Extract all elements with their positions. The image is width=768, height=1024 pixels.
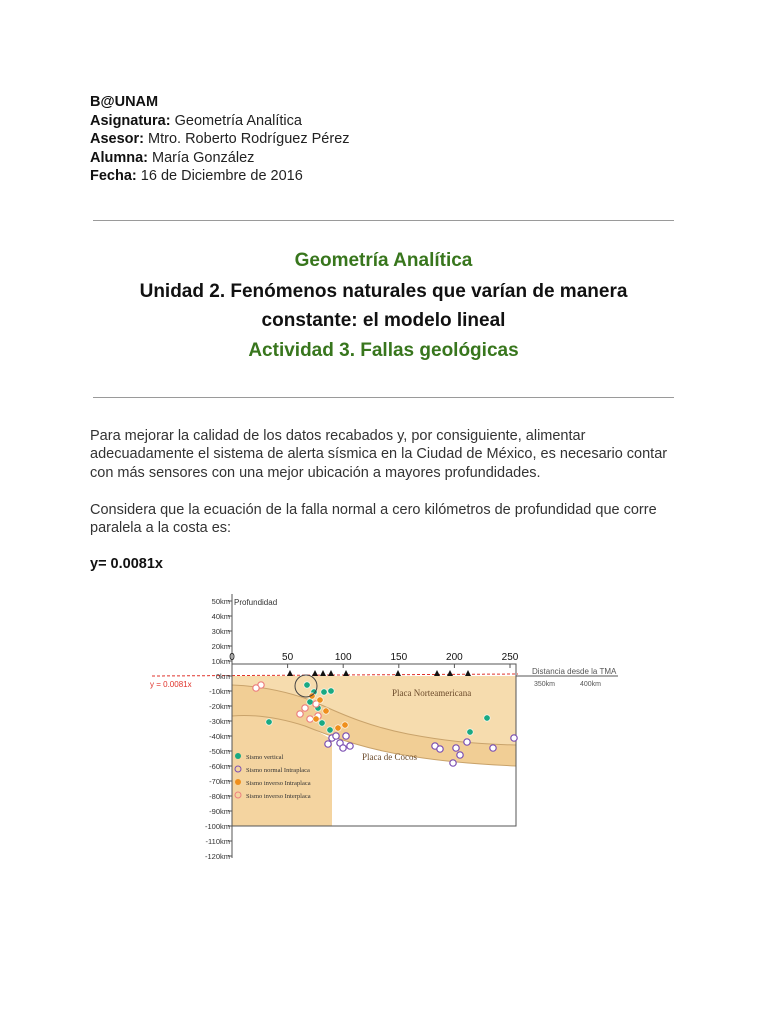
fault-line-label: y = 0.0081x	[150, 680, 192, 689]
earthquake-marker	[450, 760, 456, 766]
x-tick-label: 50	[282, 652, 294, 663]
unit-title	[93, 277, 674, 335]
earthquake-marker	[253, 685, 259, 691]
plate-label-north-american: Placa Norteamericana	[392, 688, 472, 698]
subject-title: Geometría Analítica	[294, 250, 473, 271]
y-tick-label: -100km	[204, 822, 230, 831]
earthquake-marker	[490, 745, 496, 751]
y-tick-label: 40km	[211, 612, 230, 621]
fault-cross-section-figure	[140, 588, 630, 868]
earthquake-marker	[464, 739, 470, 745]
y-tick-label: 10km	[211, 657, 230, 666]
x-tick-label: 100	[334, 652, 352, 663]
header-row-subject	[90, 112, 350, 131]
earthquake-marker	[297, 711, 303, 717]
paragraph-sensors: Para mejorar la calidad de los datos recabados y, por consiguiente, alimentar adecuadamente el sistema de alerta sísmica en la Ciudad de México, es necesario contar con más sensores con una mejor ubicación a mayores profundidades.	[90, 428, 668, 481]
header-label: Fecha:	[90, 168, 137, 185]
earthquake-marker	[321, 689, 327, 695]
legend-label: Sismo inverso Interplaca	[246, 793, 311, 800]
title-block	[93, 248, 674, 364]
x-tick-label: 200	[446, 652, 463, 663]
y-tick-label: -20km	[209, 702, 230, 711]
legend-label: Sismo inverso Intraplaca	[246, 780, 311, 787]
header-value: 16 de Diciembre de 2016	[140, 168, 303, 185]
earthquake-marker	[457, 752, 463, 758]
y-tick-label: -110km	[205, 837, 230, 846]
y-tick-label: 0km	[215, 672, 230, 681]
institution-name: B@UNAM	[90, 94, 159, 110]
earthquake-marker	[266, 719, 272, 725]
header-value: Geometría Analítica	[174, 112, 302, 129]
earthquake-marker	[304, 682, 310, 688]
header-value: Mtro. Roberto Rodríguez Pérez	[148, 131, 350, 148]
header-label: Alumna:	[90, 149, 148, 166]
station-marker	[465, 670, 471, 676]
y-tick-label: -10km	[209, 687, 230, 696]
earthquake-marker	[307, 716, 313, 722]
earthquake-marker	[467, 729, 473, 735]
earthquake-marker	[340, 745, 346, 751]
y-tick-label: -80km	[209, 792, 230, 801]
fault-equation: y= 0.0081x	[90, 556, 163, 572]
header-row-advisor	[90, 130, 350, 149]
header-label: Asignatura:	[90, 112, 171, 129]
x-tick-label: 150	[390, 652, 408, 663]
station-marker	[434, 670, 440, 676]
y-tick-label: -120km	[204, 852, 230, 861]
y-tick-group	[205, 597, 232, 861]
earthquake-marker	[342, 722, 348, 728]
earthquake-marker	[343, 733, 349, 739]
y-tick-label: -40km	[209, 732, 230, 741]
document-header	[90, 93, 350, 186]
earthquake-marker	[437, 746, 443, 752]
station-marker	[343, 670, 349, 676]
x-axis-title: Distancia desde la TMA	[532, 667, 617, 676]
x-tick-group	[229, 652, 519, 668]
station-marker	[312, 670, 318, 676]
earthquake-marker	[511, 735, 517, 741]
station-marker	[320, 670, 326, 676]
plate-label-cocos: Placa de Cocos	[362, 752, 417, 762]
legend-swatch-inverse-intra	[235, 779, 241, 785]
x-tick-label: 0	[229, 652, 235, 663]
station-marker	[447, 670, 453, 676]
divider-top	[93, 220, 674, 221]
header-value: María González	[152, 149, 255, 166]
x-tick-label: 350km	[534, 681, 556, 688]
divider-bottom	[93, 397, 674, 398]
earthquake-marker	[333, 733, 339, 739]
earthquake-marker	[327, 727, 333, 733]
y-tick-label: -30km	[209, 717, 230, 726]
earthquake-marker	[317, 697, 323, 703]
earthquake-marker	[323, 708, 329, 714]
earthquake-marker	[335, 725, 341, 731]
station-marker	[287, 670, 293, 676]
header-label: Asesor:	[90, 131, 144, 148]
unit-title-line: Unidad 2. Fenómenos naturales que varían de manera	[139, 281, 628, 302]
station-marker	[395, 670, 401, 676]
earthquake-marker	[328, 688, 334, 694]
earthquake-marker	[302, 705, 308, 711]
y-tick-label: -90km	[209, 807, 230, 816]
y-tick-label: -60km	[209, 762, 230, 771]
earthquake-marker	[484, 715, 490, 721]
y-tick-label: -50km	[209, 747, 230, 756]
paragraph-fault-equation: Considera que la ecuación de la falla normal a cero kilómetros de profundidad que corre paralela a la costa es:	[90, 502, 657, 537]
header-row-date	[90, 167, 350, 186]
fault-cross-section-svg	[140, 588, 630, 868]
earthquake-marker	[313, 716, 319, 722]
header-row-student	[90, 149, 350, 168]
x-tick-label: 400km	[580, 681, 602, 688]
earthquake-marker	[453, 745, 459, 751]
legend-label: Sismo normal Intraplaca	[246, 767, 310, 774]
earthquake-marker	[325, 741, 331, 747]
legend-label: Sismo vertical	[246, 754, 284, 761]
activity-title: Actividad 3. Fallas geológicas	[248, 340, 519, 361]
earthquake-marker	[347, 743, 353, 749]
y-axis-title: Profundidad	[234, 598, 278, 607]
fault-line-y0081x	[152, 674, 518, 676]
station-marker	[328, 670, 334, 676]
y-tick-label: 30km	[211, 627, 230, 636]
y-tick-label: 20km	[211, 642, 230, 651]
unit-title-line: constante: el modelo lineal	[261, 310, 506, 331]
earthquake-marker	[319, 720, 325, 726]
y-tick-label: -70km	[209, 777, 230, 786]
x-tick-label: 250	[501, 652, 519, 663]
y-tick-label: 50km	[211, 597, 230, 606]
legend-swatch-vertical	[235, 753, 241, 759]
